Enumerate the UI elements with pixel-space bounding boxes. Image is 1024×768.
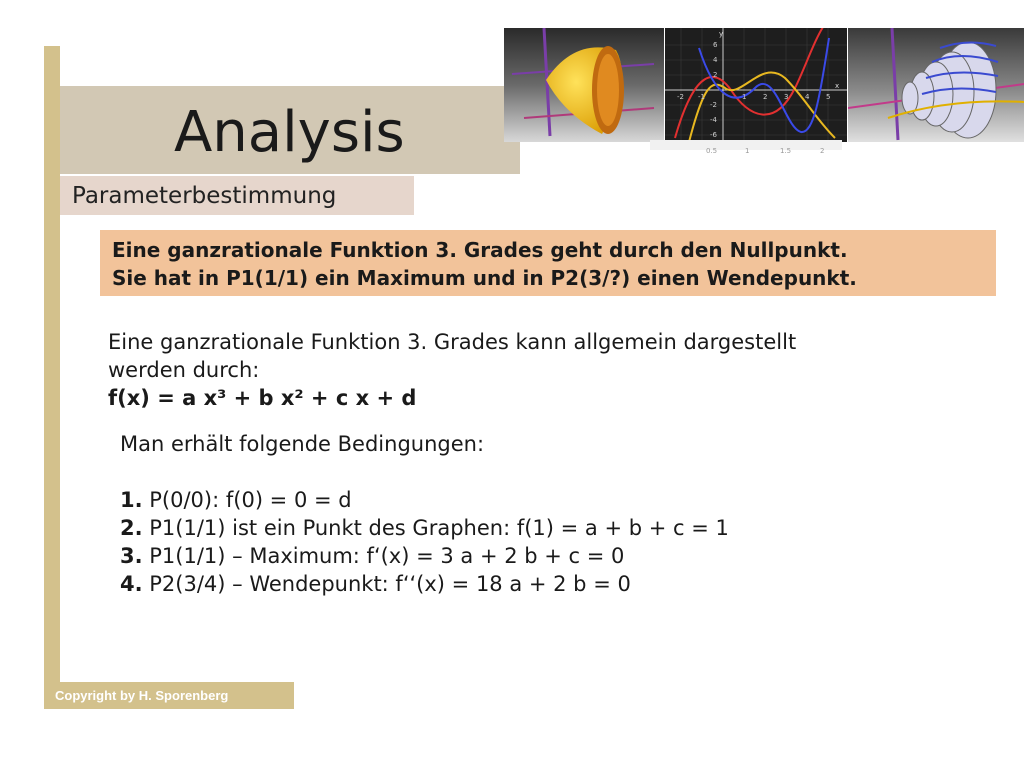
condition-text: P(0/0): f(0) = 0 = d: [142, 488, 352, 512]
intro-text: [108, 328, 908, 412]
condition-item: [120, 570, 940, 598]
under-tick: 2: [820, 147, 825, 155]
page-subtitle: Parameterbestimmung: [72, 183, 337, 209]
graph-y-tick: 4: [713, 56, 718, 64]
graph-x-tick: 3: [784, 93, 789, 101]
condition-item: [120, 486, 940, 514]
under-tick: 1: [745, 147, 750, 155]
conditions-list: [120, 430, 940, 598]
intro-line: werden durch:: [108, 358, 260, 382]
header-thumbnails: [504, 28, 1024, 155]
graph-x-tick: -2: [677, 93, 684, 101]
3d-rotation-solid-icon: [848, 28, 1024, 142]
graph-x-tick: 5: [826, 93, 831, 101]
general-formula: f(x) = a x³ + b x² + c x + d: [108, 386, 417, 410]
graph-y-tick: -4: [710, 116, 717, 124]
condition-item: [120, 514, 940, 542]
graph-x-tick: 4: [805, 93, 810, 101]
task-statement: [112, 236, 857, 292]
condition-item: [120, 542, 940, 570]
graph-under-strip: [650, 140, 842, 155]
under-tick: 0.5: [706, 147, 718, 155]
graph-y-tick: -6: [710, 131, 717, 139]
condition-number: 3.: [120, 544, 143, 568]
graph-y-tick: -2: [710, 101, 717, 109]
3d-paraboloid-icon: [504, 28, 664, 142]
condition-number: 1.: [120, 488, 143, 512]
graph-x-tick: 2: [763, 93, 768, 101]
condition-text: P2(3/4) – Wendepunkt: f‘‘(x) = 18 a + 2 b = 0: [142, 572, 631, 596]
graph-x-label: x: [835, 82, 840, 90]
conditions-heading: Man erhält folgende Bedingungen:: [120, 432, 485, 456]
task-line: Eine ganzrationale Funktion 3. Grades geht durch den Nullpunkt.: [112, 238, 848, 262]
condition-text: P1(1/1) ist ein Punkt des Graphen: f(1) = a + b + c = 1: [142, 516, 729, 540]
intro-line: Eine ganzrationale Funktion 3. Grades kann allgemein dargestellt: [108, 330, 797, 354]
graph-y-tick: 2: [713, 71, 718, 79]
task-line: Sie hat in P1(1/1) ein Maximum und in P2(3/?) einen Wendepunkt.: [112, 266, 857, 290]
condition-number: 2.: [120, 516, 143, 540]
copyright-text: Copyright by H. Sporenberg: [55, 688, 229, 703]
function-graph-icon: [665, 28, 847, 142]
graph-x-tick: 1: [742, 93, 747, 101]
graph-y-label: y: [719, 30, 724, 38]
graph-y-tick: 6: [713, 41, 718, 49]
under-tick: 1.5: [780, 147, 792, 155]
accent-vertical-bar: [44, 46, 60, 708]
page-title: Analysis: [174, 100, 405, 165]
graph-x-tick: -1: [698, 93, 705, 101]
condition-text: P1(1/1) – Maximum: f‘(x) = 3 a + 2 b + c = 0: [142, 544, 625, 568]
condition-number: 4.: [120, 572, 143, 596]
